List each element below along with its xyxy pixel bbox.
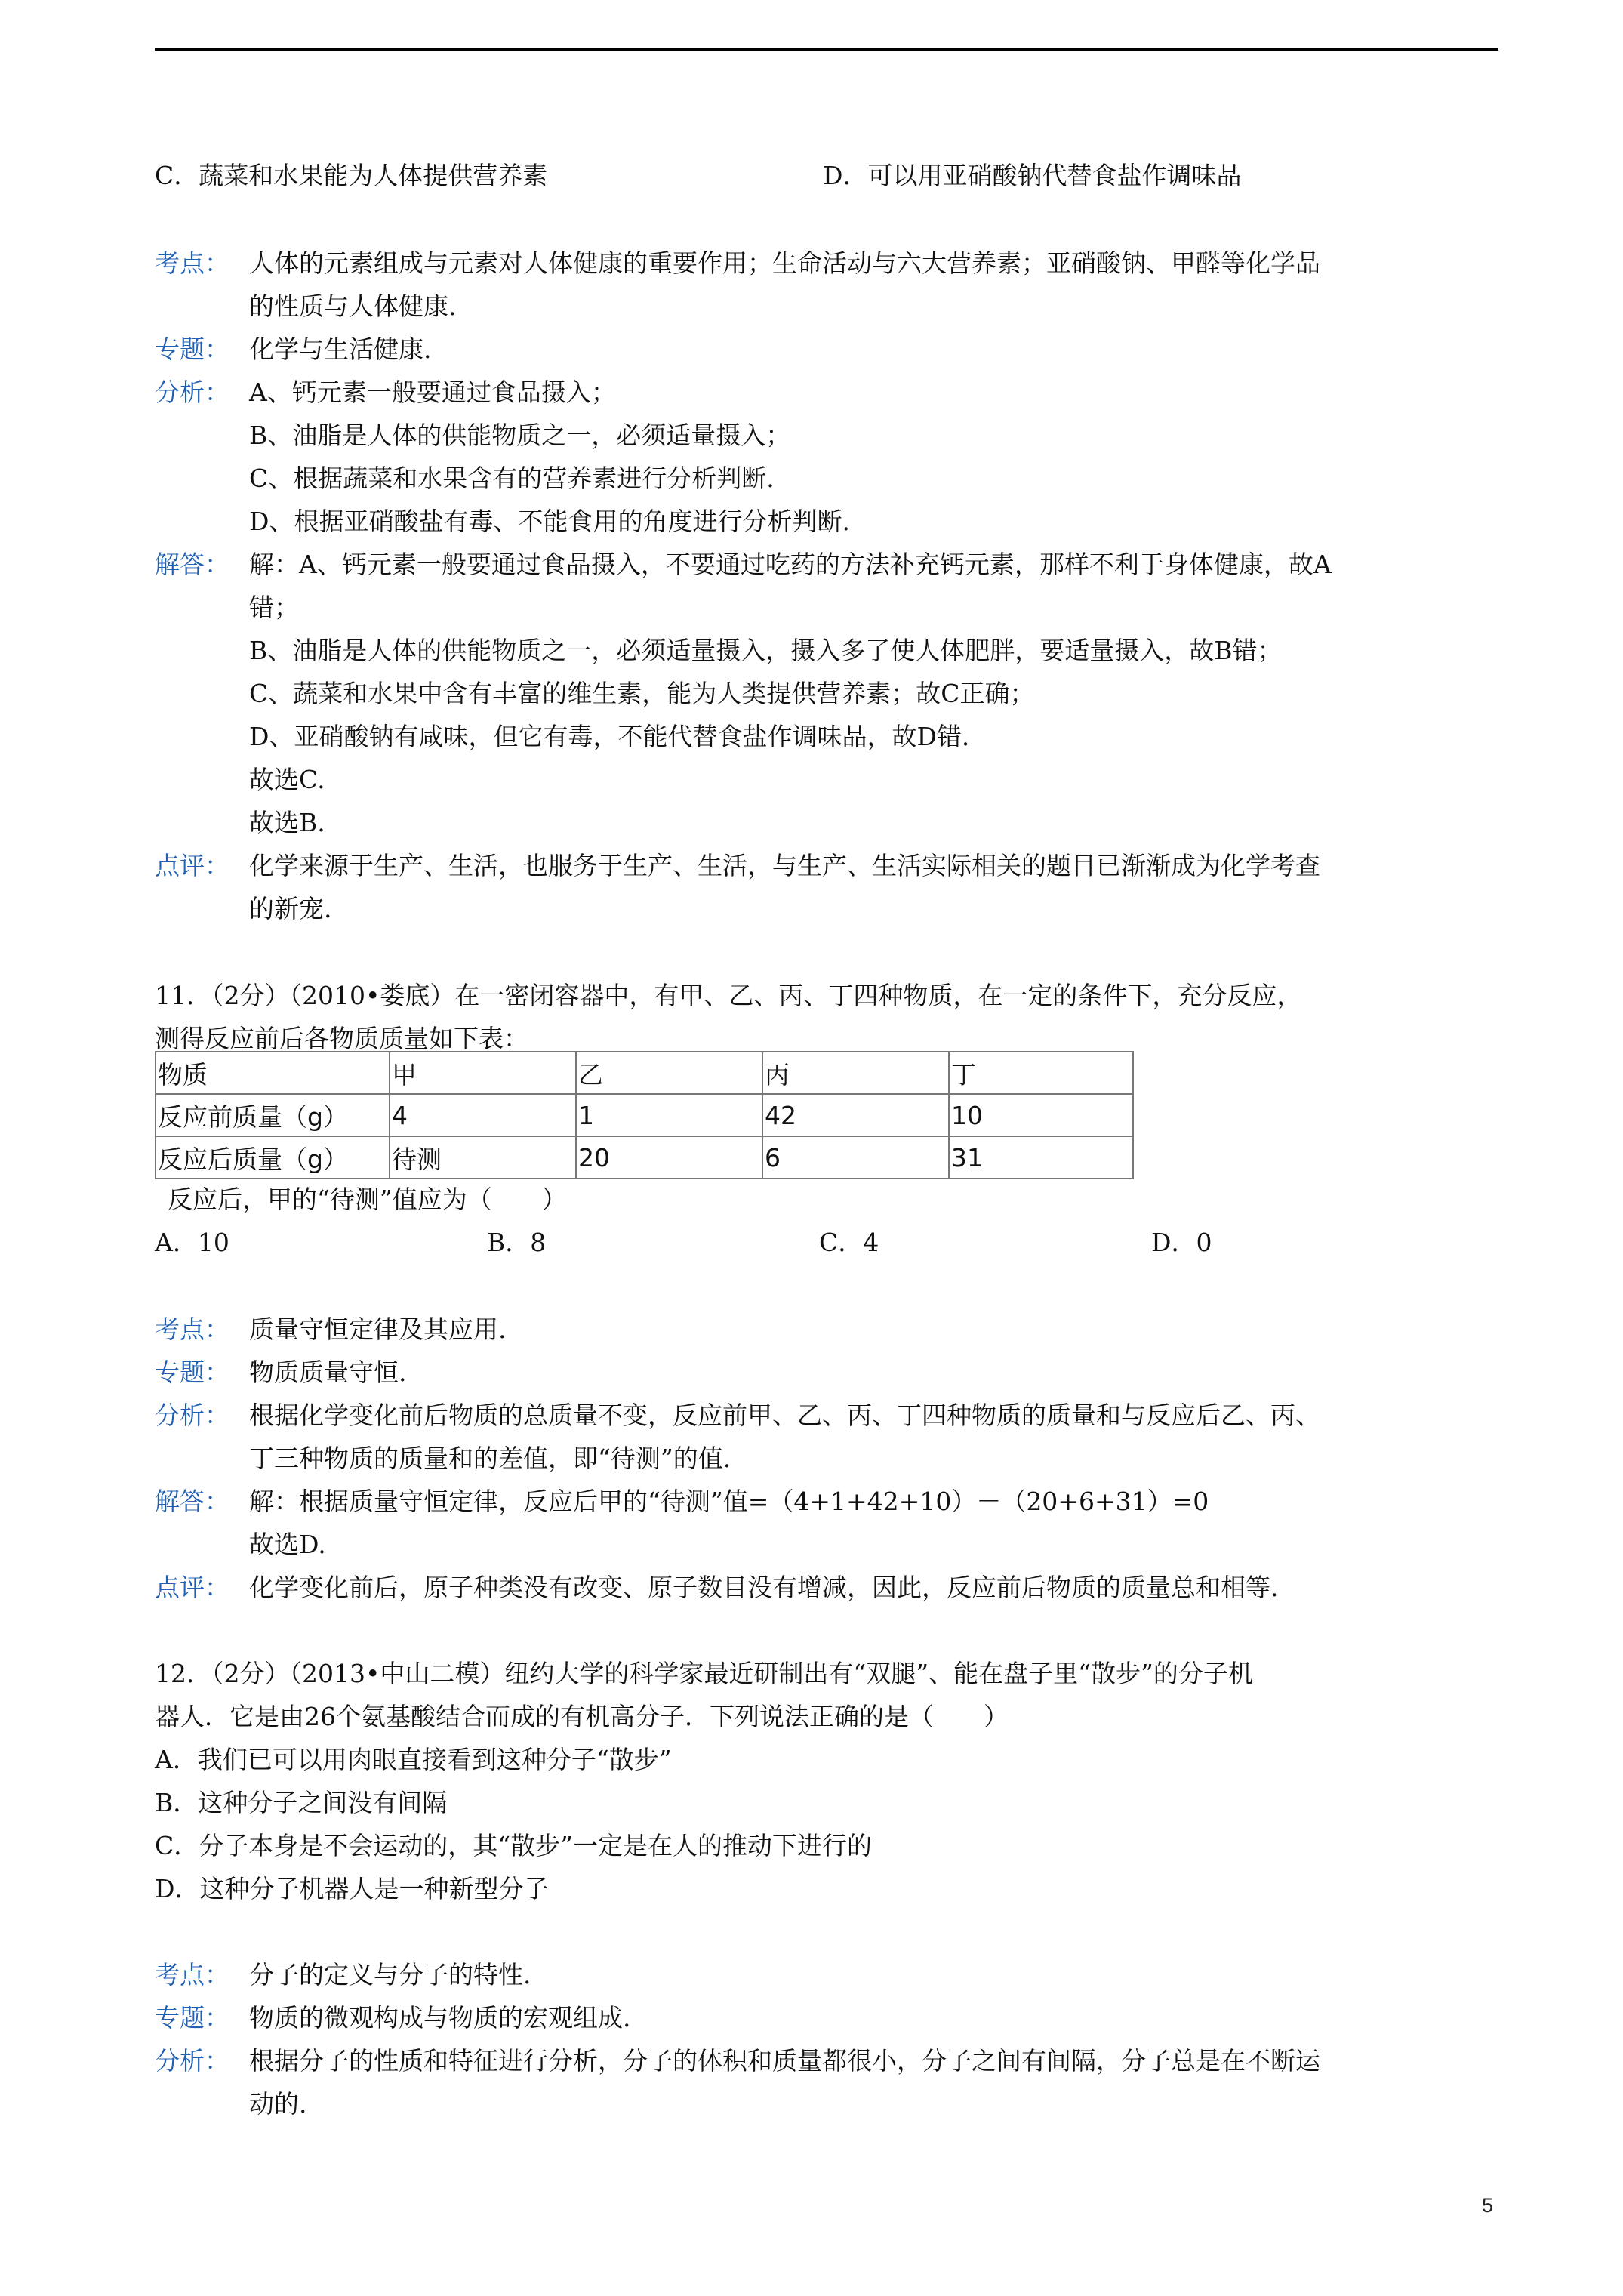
table-row bbox=[156, 1094, 1133, 1136]
q10-jieda-line: 故选B. bbox=[249, 808, 325, 837]
table-cell: 甲 bbox=[390, 1052, 576, 1094]
q11-zhuanti: 物质质量守恒. bbox=[249, 1358, 407, 1387]
q11-kaodian: 质量守恒定律及其应用. bbox=[249, 1314, 507, 1344]
q12-option-b: B．这种分子之间没有间隔 bbox=[155, 1788, 448, 1817]
q11-fenxi-line: 丁三种物质的质量和的差值，即“待测”的值. bbox=[249, 1444, 731, 1473]
q10-jieda-line: 故选C. bbox=[249, 765, 325, 794]
table-cell: 31 bbox=[949, 1136, 1133, 1179]
q12-kaodian-label: 考点： bbox=[155, 1960, 229, 1989]
q10-kaodian-label: 考点： bbox=[155, 248, 229, 278]
q10-jieda-label: 解答： bbox=[155, 550, 229, 579]
q11-option-c: C．4 bbox=[819, 1228, 879, 1257]
q12-option-d: D．这种分子机器人是一种新型分子 bbox=[155, 1874, 549, 1903]
q11-jieda-line: 故选D. bbox=[249, 1530, 326, 1559]
q10-fenxi-line: D、根据亚硝酸盐有毒、不能食用的角度进行分析判断. bbox=[249, 507, 850, 536]
q10-fenxi-line: A、钙元素一般要通过食品摄入； bbox=[249, 378, 616, 407]
q10-zhuanti-label: 专题： bbox=[155, 334, 229, 364]
q10-dianping-label: 点评： bbox=[155, 851, 229, 880]
q10-dianping-line: 化学来源于生产、生活，也服务于生产、生活，与生产、生活实际相关的题目已渐渐成为化学考查 bbox=[249, 851, 1320, 880]
table-cell: 10 bbox=[949, 1094, 1133, 1136]
q10-dianping-line: 的新宠. bbox=[249, 894, 332, 923]
q10-fenxi-line: C、根据蔬菜和水果含有的营养素进行分析判断. bbox=[249, 464, 775, 493]
table-cell: 反应前质量（g） bbox=[156, 1094, 390, 1136]
q12-fenxi-line: 动的. bbox=[249, 2089, 307, 2119]
table-cell: 丙 bbox=[762, 1052, 949, 1094]
q10-fenxi-line: B、油脂是人体的供能物质之一，必须适量摄入； bbox=[249, 421, 791, 450]
q12-zhuanti: 物质的微观构成与物质的宏观组成. bbox=[249, 2003, 631, 2032]
q11-stem-line: 11．（2分）（2010•娄底）在一密闭容器中，有甲、乙、丙、丁四种物质，在一定的条件下，充分反应， bbox=[155, 981, 1302, 1010]
q12-option-a: A．我们已可以用肉眼直接看到这种分子“散步” bbox=[155, 1745, 672, 1774]
q12-stem-line: 器人．它是由26个氨基酸结合而成的有机高分子．下列说法正确的是（ ） bbox=[155, 1702, 1009, 1731]
q10-option-c: C．蔬菜和水果能为人体提供营养素 bbox=[155, 161, 548, 190]
q11-option-b: B．8 bbox=[487, 1228, 547, 1257]
q10-option-d: D．可以用亚硝酸钠代替食盐作调味品 bbox=[823, 161, 1242, 190]
q12-fenxi-line: 根据分子的性质和特征进行分析，分子的体积和质量都很小，分子之间有间隔，分子总是在不断运 bbox=[249, 2046, 1320, 2076]
q10-jieda-line: B、油脂是人体的供能物质之一，必须适量摄入，摄入多了使人体肥胖，要适量摄入，故B错； bbox=[249, 636, 1283, 665]
page-number: 5 bbox=[1482, 2194, 1494, 2217]
q11-fenxi-label: 分析： bbox=[155, 1401, 229, 1430]
header-rule bbox=[155, 48, 1498, 51]
table-row bbox=[156, 1136, 1133, 1179]
q12-fenxi-label: 分析： bbox=[155, 2046, 229, 2076]
q12-stem-line: 12．（2分）（2013•中山二模）纽约大学的科学家最近研制出有“双腿”、能在盘子里“散步”的分子机 bbox=[155, 1659, 1253, 1688]
q12-kaodian: 分子的定义与分子的特性. bbox=[249, 1960, 531, 1989]
table-cell: 6 bbox=[762, 1136, 949, 1179]
q11-dianping-label: 点评： bbox=[155, 1573, 229, 1602]
q11-kaodian-label: 考点： bbox=[155, 1314, 229, 1344]
q10-kaodian-line: 的性质与人体健康. bbox=[249, 291, 457, 321]
q11-mass-table bbox=[155, 1051, 1134, 1179]
q11-question: 反应后，甲的“待测”值应为（ ） bbox=[168, 1185, 567, 1214]
q11-jieda-line: 解：根据质量守恒定律，反应后甲的“待测”值=（4+1+42+10）－（20+6+31）=0 bbox=[249, 1487, 1209, 1516]
table-cell: 待测 bbox=[390, 1136, 576, 1179]
q10-jieda-line: D、亚硝酸钠有咸味，但它有毒，不能代替食盐作调味品，故D错. bbox=[249, 722, 970, 751]
q12-option-c: C．分子本身是不会运动的，其“散步”一定是在人的推动下进行的 bbox=[155, 1831, 872, 1860]
table-cell: 丁 bbox=[949, 1052, 1133, 1094]
table-cell: 乙 bbox=[576, 1052, 762, 1094]
q10-fenxi-label: 分析： bbox=[155, 378, 229, 407]
table-row bbox=[156, 1052, 1133, 1094]
q11-option-a: A．10 bbox=[155, 1228, 229, 1257]
q10-kaodian-line: 人体的元素组成与元素对人体健康的重要作用；生命活动与六大营养素；亚硝酸钠、甲醛等化学品 bbox=[249, 248, 1320, 278]
q11-fenxi-line: 根据化学变化前后物质的总质量不变，反应前甲、乙、丙、丁四种物质的质量和与反应后乙、丙、 bbox=[249, 1401, 1320, 1430]
q10-jieda-line: C、蔬菜和水果中含有丰富的维生素，能为人类提供营养素；故C正确； bbox=[249, 679, 1035, 708]
q11-stem-line: 测得反应前后各物质质量如下表： bbox=[155, 1024, 528, 1053]
q10-zhuanti: 化学与生活健康. bbox=[249, 334, 432, 364]
q10-jieda-line: 解：A、钙元素一般要通过食品摄入，不要通过吃药的方法补充钙元素，那样不利于身体健康，故A bbox=[249, 550, 1332, 579]
table-cell: 42 bbox=[762, 1094, 949, 1136]
table-cell: 物质 bbox=[156, 1052, 390, 1094]
table-cell: 反应后质量（g） bbox=[156, 1136, 390, 1179]
q11-option-d: D．0 bbox=[1151, 1228, 1212, 1257]
q12-zhuanti-label: 专题： bbox=[155, 2003, 229, 2032]
q10-jieda-line: 错； bbox=[249, 593, 299, 622]
q11-jieda-label: 解答： bbox=[155, 1487, 229, 1516]
q11-dianping: 化学变化前后，原子种类没有改变、原子数目没有增减，因此，反应前后物质的质量总和相等. bbox=[249, 1573, 1279, 1602]
q11-zhuanti-label: 专题： bbox=[155, 1358, 229, 1387]
table-cell: 20 bbox=[576, 1136, 762, 1179]
table-cell: 4 bbox=[390, 1094, 576, 1136]
table-cell: 1 bbox=[576, 1094, 762, 1136]
